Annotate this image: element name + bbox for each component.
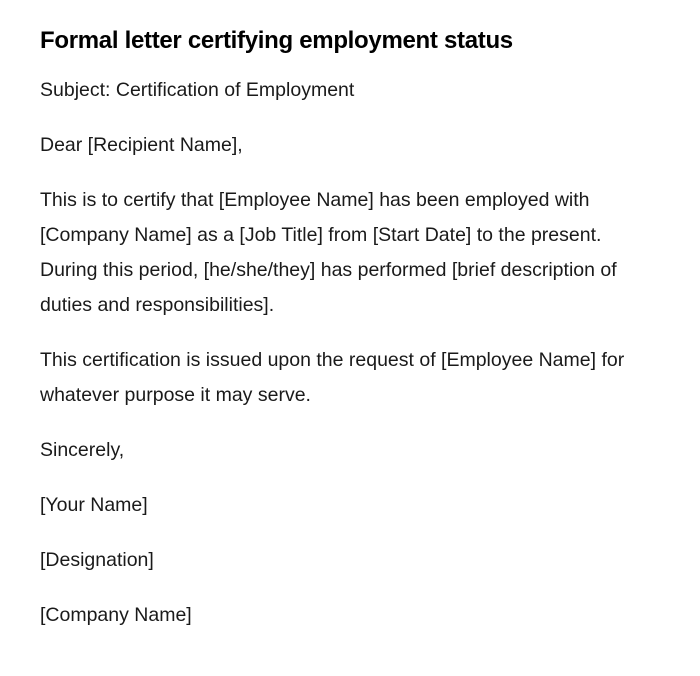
signer-name: [Your Name] xyxy=(40,494,148,516)
salutation: Dear [Recipient Name], xyxy=(40,134,243,156)
subject-line: Subject: Certification of Employment xyxy=(40,79,355,101)
closing: Sincerely, xyxy=(40,439,125,461)
signer-company: [Company Name] xyxy=(40,604,192,626)
body-paragraph-1: This is to certify that [Employee Name] has been employed with [Company Name] as a [Job Title] from [Start Date] to the present. During this period, [he/she/they] has performed [brief description of duties and responsibilities]. xyxy=(40,189,617,316)
body-paragraph-2: This certification is issued upon the request of [Employee Name] for whatever purpose it may serve. xyxy=(40,349,625,406)
signer-designation: [Designation] xyxy=(40,549,154,571)
document-title: Formal letter certifying employment status xyxy=(40,27,513,54)
